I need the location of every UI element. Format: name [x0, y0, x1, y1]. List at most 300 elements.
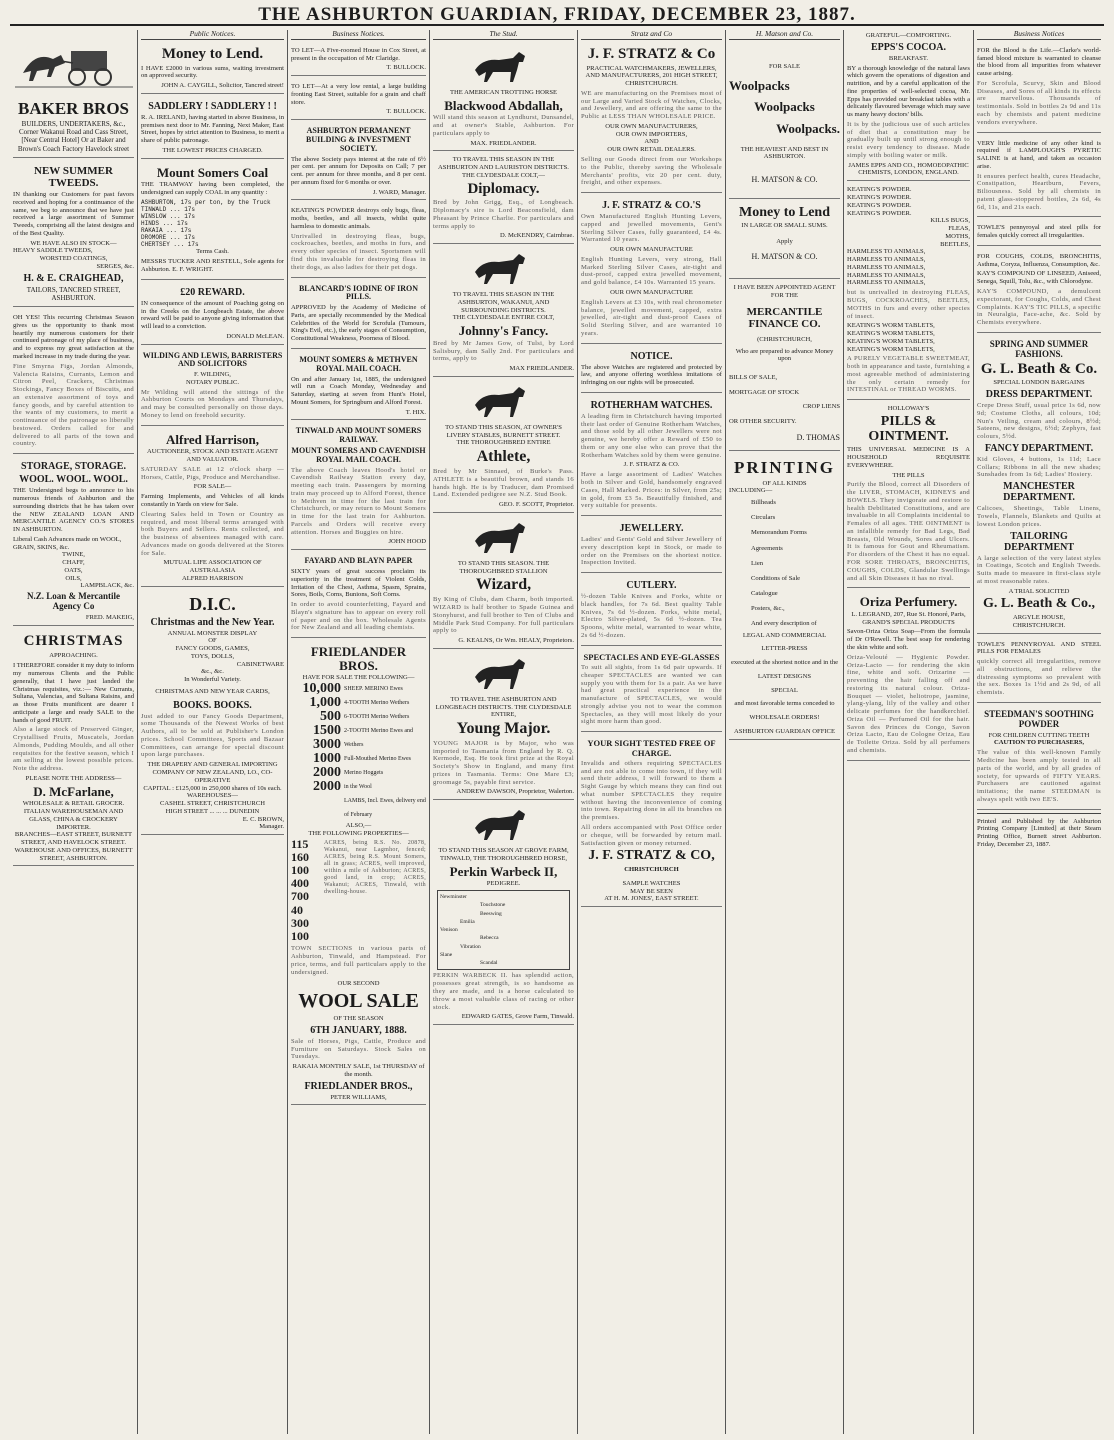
wizard-ad: TO STAND THIS SEASON. THE THOROUGHBRED STALLION Wizard, By King of Clubs, dam Charm, both imported. WIZARD is half brother to Spade Guinea and Stonyhurst, and full brother to Ten of Clubs and Middle Park Stud Company. For full particulars apply to G. KEALNS, Or Wm. HEALY, Proprietors.: [433, 516, 574, 649]
printing-item: Posters, &c.,: [751, 605, 785, 613]
johnny-prefix: THE CLYDESDALE ENTIRE COLT,: [452, 314, 555, 322]
to-let-by: T. BULLOCK.: [386, 64, 426, 72]
printing-item: Conditions of Sale: [751, 574, 801, 582]
harmless-line: HARMLESS TO ANIMALS,: [847, 271, 926, 279]
column-1: [10, 30, 138, 1434]
saddlery-body: R. A. IRELAND, having started in above Business, in premises next door to Mr. Fanning, Next Maker, East Street, hopes by strict attention to Business, to merit a share of public patronage.: [141, 113, 284, 145]
dic-capital: CAPITAL : £125,000 in 250,000 shares of 10s each.: [143, 784, 282, 792]
wool-item: CHAFF,: [62, 559, 85, 567]
sheep-desc: 6-TOOTH Merino Wethers: [344, 714, 410, 721]
harrison-subtitle: AUCTIONEER, STOCK AND ESTATE AGENT AND VALUATOR.: [146, 448, 279, 464]
money-lend-subtitle: IN LARGE OR SMALL SUMS.: [741, 222, 828, 230]
towles-pills-title: TOWLE'S PENNYROYAL AND STEEL PILLS FOR FEMALES: [977, 640, 1101, 656]
young-by: ANDREW DAWSON, Proprietor, Walerton.: [456, 788, 574, 796]
wool-sale-date: 6TH JANUARY, 1888.: [310, 1024, 407, 1036]
column-header: Stratz and Co: [581, 30, 722, 40]
mf-heading: OUR OWN MANUFACTURE: [610, 246, 693, 254]
kills-line: FLEAS,: [948, 225, 970, 233]
wilding-title: WILDING AND LEWIS, BARRISTERS AND SOLICITORS: [142, 350, 283, 369]
mail-coach-by: T. HIX.: [405, 408, 426, 416]
oh-yes-body: OH YES! This recurring Christmas Season gives us the opportunity to thank most heartily my numerous customers for their continued patronage of my place of business, and to express my great satisfaction at the marked increase in my trade during the year.: [13, 314, 134, 361]
printing-item: Billheads: [751, 499, 776, 507]
stratz-city: CHRISTCHURCH: [624, 865, 679, 873]
pedigree-name: Rebecca: [480, 935, 499, 942]
keating-line: KEATING'S POWDER.: [847, 209, 912, 217]
horse-illustration: [469, 252, 539, 288]
christmas-title: CHRISTMAS: [23, 632, 124, 649]
mercantile-item: OR OTHER SECURITY.: [729, 417, 797, 425]
dic-manager-title: Manager.: [259, 823, 284, 831]
harrison-for-sale: FOR SALE—: [193, 483, 232, 491]
pedigree-name: Touchstone: [480, 902, 506, 909]
dic-cards: CHRISTMAS AND NEW YEAR CARDS,: [155, 687, 270, 695]
dic-item: ANNUAL MONSTER DISPLAY: [167, 629, 258, 637]
stock-heading: WE HAVE ALSO IN STOCK—: [30, 239, 117, 247]
mf-line: AND: [644, 138, 659, 146]
perkin-heading: TO STAND THIS SEASON AT GROVE FARM, TINWALD, THE THOROUGHBRED HORSE,: [438, 847, 569, 863]
dic-item: TOYS, DOLLS,: [190, 652, 235, 660]
towles-ad: [977, 220, 1101, 246]
reward-by: DONALD McLEAN.: [226, 332, 284, 340]
holloway-ad: HOLLOWAY'S PILLS & OINTMENT. THIS UNIVERSAL MEDICINE IS A HOUSEHOLD REQUISITE EVERYWHERE. THE PILLS Purify the Blood, correct all Disorders of the LIVER, STOMACH, KIDNEYS and BOWELS. They invigorate and restore to health Debilitated Constitutions, and are invaluable in all Complaints incidental to Females of all ages. THE OINTMENT is an infallible remedy for Bad Legs, Bad Breasts, Old Wounds, Sores and Ulcers. It is famous for Gout and Rheumatism. For disorders of the Chest it has no equal. FOR SORE THROATS, BRONCHITIS, COUGHS, COLDS, Glandular Swellings and all Skin Diseases it has no rival.: [847, 403, 970, 588]
diplomacy-heading: TO TRAVEL THIS SEASON IN THE ASHBURTON AND LAURISTON DISTRICTS.: [438, 156, 569, 172]
worm-line: KEATING'S WORM TABLETS,: [847, 330, 935, 338]
dic-ad: D.I.C. Christmas and the New Year. ANNUAL MONSTER DISPLAY OF FANCY GOODS, GAMES, TOYS, DOLLS, CABINETWARE &c., &c. In Wonderful Variety. CHRISTMAS AND NEW YEAR CARDS, BOOKS. BOOKS. Just added to our Fancy Goods Department, some Thousands of the Newest Works of best Authors, all to be sold at Publisher's London prices. School Committees, Sports and Bazaar Committees, can arrange for special discount upon large purchases. THE DRAPERY AND GENERAL IMPORTING COMPANY OF NEW ZEALAND, LO., CO-OPERATIVE CAPITAL : £125,000 in 250,000 shares of 10s each. WAREHOUSES— CASHEL STREET, CHRISTCHURCH HIGH STREET ... ... ... DUNEDIN E. C. BROWN, Manager.: [141, 590, 284, 836]
keating-line: KEATING'S POWDER.: [847, 194, 912, 202]
oriza-ad: Oriza Perfumery. L. LEGRAND, 207, Rue St. Honoré, Paris, GRAND'S SPECIAL PRODUCTS Savon-Oriza Oriza Soap—From the formula of Dr O'Rewell. The best soap for rendering the skin white and soft. Oriza-Velouté — Hygienic Powder. Oriza-Lacto — for rendering the skin fine, white and soft. Orizarine — preventing the hair falling off and restoring its natural colour. Oriza-Bouquet — violet, heliotrope, jasmine, ylang-ylang, lily of the valley and other delicate perfumes for the handkerchief. Oriza Oil — Perfumed Oil for the hair. Savon des Princes du Congo, Savon Oriza Lacto, Eau de Cologne Oriza, Eau de Toilette Oriza. Sold by all perfumers and chemists.: [847, 591, 970, 760]
reward-title: £20 REWARD.: [180, 286, 245, 298]
stock-item: SERGES, &c.: [96, 262, 134, 270]
wool-item: OILS,: [65, 574, 82, 582]
money-by: JOHN A. CAYGILL, Solicitor, Tancred street!: [161, 82, 284, 90]
properties-heading: THE FOLLOWING PROPERTIES—: [308, 829, 409, 837]
sample-watches: SAMPLE WATCHES: [622, 879, 681, 887]
dic-item: CABINETWARE: [236, 660, 284, 668]
stratz-ad: J. F. STRATZ & Co PRACTICAL WATCHMAKERS, JEWELLERS, AND MANUFACTURERS, 201 HIGH STREET, CHRISTCHURCH. WE are manufacturing on the Premises most of our Large and Varied Stock of Watches, Clocks, and Jewellery, and are offering the same to the Public at LESS THAN WHOLESALE PRICE. OUR OWN MANUFACTURERS, OUR OWN IMPORTERS, AND OUR OWN RETAIL DEALERS. Selling our Goods direct from our Workshops to the Public, thereby saving the Wholesale Merchants' profits, viz 20 per cent. duty, freight, and other expenses.: [581, 43, 722, 193]
mcfarlane-line: WAREHOUSE AND OFFICES, BURNETT STREET, ASHBURTON.: [14, 846, 133, 862]
money-lend-ad: [729, 202, 840, 280]
tinwald-railway-ad: TINWALD AND MOUNT SOMERS RAILWAY. MOUNT SOMERS AND CAVENDISH ROYAL MAIL COACH. The above Coach leaves Hood's hotel or Cavendish Railway Station every day, meeting each train. Passengers by morning train may proceed up to Alford Forest, thence to Methven in time for the last train for Christchurch, or may return to Mount Somers in time for the last train for Ashburton. Parcels and Orders will receive every attention. Horses and Buggies on hire. JOHN HOOD: [291, 423, 426, 550]
towles-pills-ad: TOWLE'S PENNYROYAL AND STEEL PILLS FOR FEMALES quickly correct all irregularities, remove all obstructions, and relieve the distressing symptoms so prevalent with the sex. Boxes 1s 1½d and 2s 9d, of all chemists.: [977, 637, 1101, 703]
summer-tweeds-ad: [13, 161, 134, 307]
woolpacks-line: Woolpacks: [729, 77, 790, 93]
column-header: Business Notices: [977, 30, 1101, 40]
harmless-line: HARMLESS TO ANIMALS,: [847, 263, 926, 271]
saddlery-ad: [141, 97, 284, 159]
spring-title: SPRING AND SUMMER FASHIONS.: [989, 338, 1089, 359]
wizard-heading: TO STAND THIS SEASON. THE THOROUGHBRED STALLION: [457, 559, 550, 575]
mcfarlane-line: ITALIAN WAREHOUSEMAN AND GLASS, CHINA & CROCKERY IMPORTER.: [23, 808, 124, 831]
money-body: I HAVE £2000 in various sums, waiting investment on approved security.: [141, 64, 284, 80]
makeig-name: FRED. MAKEIG,: [85, 613, 134, 621]
coal-rate: RAKAIA ... 17s: [141, 227, 192, 235]
matson-name: H. MATSON & CO.: [751, 175, 818, 185]
printing-title: PRINTING: [733, 457, 835, 477]
craighead-name: H. & E. CRAIGHEAD,: [23, 272, 124, 284]
property-acres: 160: [291, 849, 309, 864]
diplomacy-title: Diplomacy.: [467, 180, 540, 197]
jones-address: AT H. M. JONES', EAST STREET.: [604, 895, 699, 903]
column-4: [430, 30, 578, 1434]
mf-heading: OUR OWN MANUFACTURE: [610, 288, 693, 296]
epps-ad: GRATEFUL—COMFORTING. EPPS'S COCOA. BREAKFAST. BY a thorough knowledge of the natural laws which govern the operations of digestion and nutrition, and by a careful application of the fine properties of well-selected cocoa, Mr. Epps has provided our breakfast tables with a delicately flavoured beverage which may save us many heavy doctors' bills. It is by the judicious use of such articles of diet that a constitution may be gradually built up until strong enough to resist every tendency to disease. Made simply with boiling water or milk. JAMES EPPS AND CO., HOMOEOPATHIC CHEMISTS, LONDON, ENGLAND.: [847, 30, 970, 181]
wool-title: WOOL. WOOL. WOOL.: [19, 474, 128, 486]
grateful-label: GRATEFUL—COMFORTING.: [865, 32, 952, 39]
holloway-prefix: HOLLOWAY'S: [887, 405, 930, 413]
woolpacks-line: Woolpacks: [754, 99, 815, 115]
fayard-body: SIXTY years of great success proclaim its superiority in the treatment of Violent Colds, Irritation of the Chest, Asthma, Spasm, Sprains, Sores, Boils, Corns, Bunions, Soft Corns.: [291, 568, 426, 599]
sheep-number: 10,000: [302, 681, 341, 697]
friedlander-title: FRIEDLANDER BROS.: [310, 644, 407, 673]
blackwood-title: Blackwood Abdallah,: [444, 97, 563, 113]
dic-christmas: Christmas and the New Year.: [150, 616, 275, 628]
pedigree-name: Vibration: [460, 943, 481, 950]
dic-warehouse-line: CASHEL STREET, CHRISTCHURCH: [160, 800, 265, 808]
approaching-label: APPROACHING.: [49, 652, 98, 660]
dic-item: In Wonderful Variety.: [184, 676, 241, 684]
oriza-body: Savon-Oriza Oriza Soap—From the formula of Dr O'Rewell. The best soap for rendering the skin white and soft.: [847, 628, 970, 652]
craighead-address: TAILORS, TANCRED STREET, ASHBURTON.: [26, 285, 121, 302]
printing-executed: executed at the shortest notice and in the: [730, 659, 839, 667]
printing-terms: and most favorable terms conceded to: [734, 700, 835, 708]
johnny-ad: TO TRAVEL THIS SEASON IN THE ASHBURTON, WAKANUI, AND SURROUNDING DISTRICTS. THE CLYDESDALE ENTIRE COLT, Johnny's Fancy. Bred by Mr James Gow, of Tulsi, by Lord Salisbury, dam Sally 2nd. For particulars and terms, apply to MAX FRIEDLANDER.: [433, 247, 574, 377]
column-7: [844, 30, 974, 1434]
kills-line: BEETLES,: [940, 240, 970, 248]
printing-letterpress: LETTER-PRESS: [761, 645, 808, 653]
horse-illustration: [469, 521, 539, 557]
rotherham-ad: ROTHERHAM WATCHES. A leading firm in Christchurch having imported their last order of Genuine Rotherham Watches, and those sold by all other Jewellers were not genuine, we hereby offer a Reward of £50 to them or any one else who can prove that the Rotherham Watches sold by them were genuine. J. F. STRATZ & CO. Have a large assortment of Ladies' Watches both in Silver and Gold, handsomely engraved Cases, Hall Marked. Prices: in Silver, from 25s; in gold, from £3 5s. Beautifully finished, and very suitable for presents.: [581, 396, 722, 516]
sheep-number: 1000: [313, 751, 341, 767]
diplomacy-by: D. McKENDRY, Cairnbrae.: [499, 232, 574, 240]
wizard-title: Wizard,: [475, 576, 532, 594]
mercantile-title: MERCANTILE FINANCE CO.: [746, 305, 823, 330]
athlete-ad: TO STAND THIS SEASON, AT OWNER'S LIVERY STABLES, BURNETT STREET. THE THOROUGHBRED ENTIRE Athlete, Bred by Mr Sinnaed, of Burke's Pass. ATHLETE is a beautiful brown, and stands 16 hands high. He is by Traducer, dam Promised Land. Extended pedigree see N.Z. Stud Book. GEO. F. SCOTT, Proprietor.: [433, 380, 574, 513]
reward-ad: [141, 283, 284, 345]
johnny-title: Johnny's Fancy.: [458, 323, 549, 339]
dic-company: THE DRAPERY AND GENERAL IMPORTING COMPANY OF NEW ZEALAND, LO., CO-OPERATIVE: [147, 761, 278, 784]
harmless-line: HARMLESS TO ANIMALS,: [847, 248, 926, 256]
money-title: Money to Lend.: [161, 45, 264, 62]
property-acres: 300: [291, 915, 309, 930]
mercantile-ad: [729, 282, 840, 451]
harmless-line: HARMLESS TO ANIMALS,: [847, 279, 926, 287]
holloway-subtitle: THIS UNIVERSAL MEDICINE IS A HOUSEHOLD REQUISITE EVERYWHERE.: [847, 446, 970, 469]
property-acres: 700: [291, 889, 309, 904]
caution-title: CAUTION TO PURCHASERS,: [993, 739, 1085, 747]
property-acres: 100: [291, 863, 309, 878]
coughs-ad: FOR COUGHS, COLDS, BRONCHITIS, Asthma, Coryza, Influenza, Consumption, &c. KAY'S COMPOUND OF LINSEED, Aniseed, Senega, Squill, Tolu, &c., with Chlorodyne. KAY'S COMPOUND, a demulcent expectorant, for Coughs, Colds, and Chest Complaints. KAY'S TIC PILLS, a specific in Neuralgia, Face-ache, &c. Sold by Chemists everywhere.: [977, 249, 1101, 333]
spectacles-ad: SPECTACLES AND EYE-GLASSES To suit all sights, from 1s 6d pair upwards. If cheaper SPECTACLES are wanted we can supply you with them for 1s a pair. As we have had great practical experience in the manufacture of SPECTACLES, we would strongly advise you not to wear the common Spectacles, as they will most likely do your sight more harm than good.: [581, 649, 722, 732]
mail-coach-title: MOUNT SOMERS & METHVEN ROYAL MAIL COACH.: [299, 354, 418, 373]
dic-warehouses: WAREHOUSES—: [187, 792, 238, 800]
young-heading: TO TRAVEL THE ASHBURTON AND LONGBEACH DISTRICTS. THE CLYDESDALE ENTIRE,: [435, 695, 572, 719]
beath-signoff: G. L. Beath & Co.,: [983, 596, 1095, 612]
printed-notice: Printed and Published by the Ashburton Printing Company [Limited] at their Steam Printing Office, Burnett street Ashburton. Friday, December 23, 1887.: [977, 817, 1101, 848]
athlete-heading: TO STAND THIS SEASON, AT OWNER'S LIVERY STABLES, BURNETT STREET.: [445, 423, 562, 439]
column-header: H. Matson and Co.: [729, 30, 840, 40]
dic-item: FANCY GOODS, GAMES,: [175, 645, 250, 653]
pills-label: THE PILLS: [892, 471, 925, 479]
mercantile-advance: Who are prepared to advance Money upon: [735, 347, 834, 363]
mf-line: OUR OWN MANUFACTURERS,: [605, 122, 698, 130]
to-let-body: TO LET—At a very low rental, a large building fronting East Street, suitable for a grain and chaff store.: [291, 83, 426, 106]
friedlander-ad: FRIEDLANDER BROS. HAVE FOR SALE THE FOLLOWING— 10,000 1,000 500 1500 3000 1000 2000 2000 SHEEP. MERINO Ewes 4-TOOTH Merino Wethers 6-TOOTH Merino Wethers 2-TOOTH Merino Ewes and Wethers Full-Mouthed Merino Ewes Merino Hoggets in the Wool LAMBS, Incl. Ewes, delivery end of February ALSO,— THE FOLLOWING PROPERTIES— 115 160 100 400 700 40 300 100 ACRES, being R.S. No. 20878, Wakanui, near Lagmhor, fenced; ACRES, being R.S. Mount Somers, all in grass; ACRES, well improved, within a mile of Ashburton; ACRES, good land, in crop; ACRES, Wakanui; ACRES, Tinwald, with dwelling-house. TOWN SECTIONS in various parts of Ashburton, Tinwald, and Hampstead. For price, terms, and full particulars apply to the undersigned. OUR SECOND WOOL SALE OF THE SEASON 6TH JANUARY, 1888. Sale of Horses, Pigs, Cattle, Produce and Furniture on Saturdays. Stock Sales on Tuesdays. RAKAIA MONTHLY SALE, 1st THURSDAY of the month. FRIEDLANDER BROS., PETER WILLIAMS,: [291, 641, 426, 1105]
column-2: [138, 30, 288, 1434]
steedman-subtitle: FOR CHILDREN CUTTING TEETH: [988, 731, 1090, 739]
harrison-name: Alfred Harrison,: [166, 431, 259, 447]
pyretic-ad: VERY little medicine of any other kind is required if LAMPLOUGH'S PYRETIC SALINE is at hand, and taken as occasion arise. It ensures perfect health, cures Headache, Constipation, Heartburn, Fevers, Biliousness. Sold by all chemists in patent glass-stoppered bottles, 2s 6d, 4s 6d, 11s, and 21s each.: [977, 136, 1101, 218]
sheep-desc: Full-Mouthed Merino Ewes: [344, 756, 411, 763]
coal-rate: TINWALD ... 17s: [141, 205, 196, 213]
athlete-prefix: THE THOROUGHBRED ENTIRE: [456, 439, 551, 447]
printing-legal: LEGAL AND COMMERCIAL: [742, 631, 827, 639]
trial-solicited: A TRIAL SOLICITED: [1008, 587, 1070, 595]
summer-tweeds-body: IN thanking our Customers for past favors received and hoping for a continuance of the same, we beg to announce that we have just received a large assortment of Summer Tweeds, comprising all the latest designs and of the Best Quality.: [13, 191, 134, 237]
worm-line: KEATING'S WORM TABLETS,: [847, 345, 935, 353]
column-5: [578, 30, 726, 1434]
storage-ad: [13, 457, 134, 626]
kills-line: MOTHS,: [945, 232, 970, 240]
horse-illustration: [469, 808, 539, 844]
keating-ad: KEATING'S POWDER destroys only bugs, fleas, moths, beetles, and all insects, whilst quite harmless to domestic animals. Unrivalled in destroying fleas, bugs, cockroaches, beetles, and moths in furs, and every other species of insect. Sportsmen will find this invaluable for destroying fleas in their dogs, as also ladies for their pet dogs.: [291, 203, 426, 277]
dic-item: OF: [208, 637, 217, 645]
breakfast-label: BREAKFAST.: [888, 54, 929, 62]
column-3: [288, 30, 430, 1434]
fancy-dept: FANCY DEPARTMENT.: [984, 442, 1094, 454]
sheep-desc: 2-TOOTH Merino Ewes and Wethers: [344, 728, 414, 749]
harrison-ad: Alfred Harrison, AUCTIONEER, STOCK AND ESTATE AGENT AND VALUATOR. SATURDAY SALE at 12 o'clock sharp —Horses, Cattle, Pigs, Produce and Merchandise. FOR SALE— Farming Implements, and Vehicles of all kinds constantly in Yards on view for Sale. Clearing Sales held in Town or Country as required, and most liberal terms arranged with both Buyers and Sellers. Rents collected, and the business of absentees managed with care. Advances made on goods delivered at the Stores for Sale. MUTUAL LIFE ASSOCIATION OF AUSTRALASIA ALFRED HARRISON: [141, 429, 284, 587]
sheep-number: 2000: [313, 765, 341, 781]
masthead: THE ASHBURTON GUARDIAN, FRIDAY, DECEMBER 23, 1887.: [10, 4, 1104, 26]
sheep-number: 1500: [313, 723, 341, 739]
printing-wholesale: WHOLESALE ORDERS!: [749, 714, 820, 722]
coal-rate: WINSLOW ... 17s: [141, 213, 196, 221]
column-header: Business Notices.: [291, 30, 426, 40]
reward-body: IN consequence of the amount of Poaching going on in the Creeks on the Longbeach Estate, the above reward will be paid to anyone giving information that will lead to a conviction.: [141, 299, 284, 331]
kays-body: KAY'S COMPOUND OF LINSEED, Aniseed, Senega, Squill, Tolu, &c., with Chlorodyne.: [977, 270, 1101, 286]
blackwood-ad: THE AMERICAN TROTTING HORSE Blackwood Abdallah, Will stand this season at Lyndhurst, Dunsandel, and at owner's Stable, Ashburton. For particulars apply to MAX. FRIEDLANDER.: [433, 43, 574, 151]
peter-williams: PETER WILLIAMS,: [330, 1093, 387, 1101]
stratz-subtitle: PRACTICAL WATCHMAKERS, JEWELLERS, AND MANUFACTURERS, 201 HIGH STREET, CHRISTCHURCH.: [585, 64, 718, 88]
dic-warehouse-line: HIGH STREET ... ... ... DUNEDIN: [165, 807, 260, 815]
cutlery-title: CUTLERY.: [626, 580, 677, 592]
mercantile-item: MORTGAGE OF STOCK: [729, 388, 800, 396]
pedigree-name: Venison: [440, 927, 458, 934]
athlete-title: Athlete,: [476, 448, 531, 466]
blancard-body: APPROVED by the Academy of Medicine of Paris, are specially recommended by the Medical Celebrities of the World for Scrofula (Tumours, King's Evil, etc.), the early stages of Consumption, Constitutional Weakness, Poorness of Blood.: [291, 304, 426, 343]
printing-office: ASHBURTON GUARDIAN OFFICE: [734, 727, 835, 735]
friedlander-signoff: FRIEDLANDER BROS.,: [304, 1080, 413, 1092]
pedigree-name: Newminster: [440, 894, 467, 901]
pedigree-label: PEDIGREE.: [486, 880, 521, 888]
harrison-agent: MUTUAL LIFE ASSOCIATION OF AUSTRALASIA: [163, 559, 262, 575]
sheep-number: 3000: [313, 737, 341, 753]
society-by: J. WARD, Manager.: [372, 188, 426, 196]
dic-books: BOOKS. BOOKS.: [173, 699, 252, 711]
woolpacks-ad: [729, 43, 840, 199]
harmless-line: HARMLESS TO ANIMALS,: [847, 256, 926, 264]
blancard-ad: [291, 281, 426, 349]
blackwood-by: MAX. FRIEDLANDER.: [470, 139, 537, 147]
coal-rate: HINDS ... 17s: [141, 220, 188, 228]
wool-body: THE Undersigned begs to announce to his numerous friends of Ashburton and the surrounding districts that he has taken over the NEW ZEALAND LOAN AND MERCANTILE AGENCY CO.'S STORES IN ASHBURTON.: [13, 487, 134, 534]
newspaper-page: [10, 30, 1104, 1434]
summer-tweeds-title: NEW SUMMER TWEEDS.: [34, 164, 113, 189]
johnny-by: MAX FRIEDLANDER.: [509, 365, 574, 373]
printing-item: Lien: [751, 559, 764, 567]
printing-including: INCLUDING—: [729, 487, 773, 495]
agent-name: N.Z. Loan & Mercantile Agency Co: [26, 591, 121, 612]
wool-item: OATS,: [64, 566, 83, 574]
tailoring-dept: TAILORING DEPARTMENT: [1003, 530, 1075, 553]
wool-sale-subtitle: OF THE SEASON: [333, 1015, 384, 1023]
dic-item: &c., &c.: [201, 668, 224, 676]
epps-title: EPPS'S COCOA.: [870, 41, 946, 53]
christmas-ad: CHRISTMAS APPROACHING. I THEREFORE consider it my duty to inform my numerous Clients and the Public generally, that I have just landed the Christmas requisites, viz.:— New Currants, Sultana, Valencias, and Sultana Raisins, and as those Fruits munificent are dearer I anticipate a large and ready SALE to the hands of good FRUIT. Also a large stock of Preserved Ginger, Crystallised Fruits, Muscatels, Jordan Almonds, Pudding Moulds, and all other requisites for the festive season, which I am selling at the lowest possible prices. Note the address. PLEASE NOTE THE ADDRESS— D. McFarlane, WHOLESALE & RETAIL GROCER. ITALIAN WAREHOUSEMAN AND GLASS, CHINA & CROCKERY IMPORTER. BRANCHES—EAST STREET, BURNETT STREET, AND HAVELOCK STREET. WAREHOUSE AND OFFICES, BURNETT STREET, ASHBURTON.: [13, 629, 134, 867]
sheep-desc: LAMBS, Incl. Ewes, delivery end of February: [344, 798, 426, 819]
mercantile-city: (CHRISTCHURCH,: [757, 335, 812, 343]
to-let-ad: [291, 43, 426, 76]
harrison-by: ALFRED HARRISON: [182, 574, 243, 582]
sight-ad: YOUR SIGHT TESTED FREE OF CHARGE. Invalids and others requiring SPECTACLES and are not able to come into town, if they will send their address, I will forward to them a Sight Gauge by which means they can find out what number SPECTACLES they require without having the inconvenience of coming into town. Repairing done in all its branches on the premises. All orders accompanied with Post Office order or cheque, will be forwarded by return mail. Satisfaction given or money returned. J. F. STRATZ & CO, CHRISTCHURCH SAMPLE WATCHES MAY BE SEEN AT H. M. JONES', EAST STREET.: [581, 735, 722, 907]
cutlery-ad: CUTLERY. ½-dozen Table Knives and Forks, white or black handles, for 7s 6d. Best quality Table Knives, 7s 6d ½-dozen. Forks, white metal, Electro Silver-plated, 5s 6d ½-dozen. Tea Spoons, white metal, warranted to wear white, 2s 6d ½-dozen.: [581, 576, 722, 646]
dic-manager: E. C. BROWN,: [242, 815, 284, 823]
harrison-body: Farming Implements, and Vehicles of all kinds constantly in Yards on view for Sale.: [141, 493, 284, 508]
printing-item: Circulars: [751, 514, 776, 522]
keating-line: KEATING'S POWDER.: [847, 186, 912, 194]
money-ad: [141, 43, 284, 94]
stratz-final: J. F. STRATZ & CO,: [588, 848, 715, 864]
cavendish-title: MOUNT SOMERS AND CAVENDISH ROYAL MAIL COACH.: [291, 445, 426, 464]
mcfarlane-line: BRANCHES—EAST STREET, BURNETT STREET, AND HAVELOCK STREET.: [14, 831, 133, 847]
mail-coach-body: On and after January 1st, 1885, the undersigned will run a Coach Monday, Wednesday and Saturday, starting at seven from Hunt's Hotel, Mount Somers, for Springburn and Alford Forest.: [291, 375, 426, 406]
stratz-watches-title: J. F. STRATZ & CO.'S: [602, 200, 701, 212]
baker-bros-subtitle: BUILDERS, UNDERTAKERS, &c., Corner Wakanui Road and Cass Street, [Near Central Hotel] Or at Baker and Brown's Coach Factory Havelock street: [17, 119, 130, 153]
keating-line: KEATING'S POWDER.: [847, 201, 912, 209]
blood-mixture-ad: FOR the Blood is the Life.—Clarke's world-famed blood mixture is warranted to cleanse the blood from all impurities from whatever cause arising. For Scrofula, Scurvy, Skin and Blood Diseases, and Sores of all kinds its effects are marvellous. Thousands of testimonials. Sold in bottles 2s 9d and 11s each by chemists and patent medicine vendors everywhere.: [977, 43, 1101, 133]
coal-rate: ASHBURTON, 17s per ton, by the Truck: [141, 198, 271, 206]
coughs-body: FOR COUGHS, COLDS, BRONCHITIS, Asthma, Coryza, Influenza, Consumption, &c.: [977, 252, 1101, 268]
mail-coach-ad: [291, 352, 426, 420]
christmas-body: I THEREFORE consider it my duty to inform my numerous Clients and the Public generally, that I have just landed the Christmas requisites, viz.:— New Currants, Sultana, Valencias, and Sultana Raisins, and as those Fruits munificent are dearer I anticipate a large and ready SALE to the hands of good FRUIT.: [13, 662, 134, 724]
diplomacy-prefix: THE CLYDESDALE COLT,—: [461, 171, 546, 179]
baker-bros-title: BAKER BROS: [18, 99, 129, 118]
for-sale-label: FOR SALE: [769, 62, 800, 70]
horse-illustration: [469, 385, 539, 421]
storage-title: STORAGE, STORAGE.: [21, 461, 126, 473]
blancard-title: BLANCARD'S IODINE OF IRON PILLS.: [298, 283, 419, 302]
sheep-number: 2000: [313, 779, 341, 795]
cavendish-by: JOHN HOOD: [388, 538, 426, 546]
spectacles-title: SPECTACLES AND EYE-GLASSES: [583, 651, 720, 662]
beath-house: ARGYLE HOUSE,: [1012, 614, 1066, 622]
column-header: Public Notices.: [141, 30, 284, 40]
printing-item: Catalogue: [751, 590, 778, 598]
stratz-signoff: J. F. STRATZ & CO.: [623, 461, 680, 469]
sheep-desc: SHEEP. MERINO Ewes: [344, 686, 403, 693]
mercantile-signoff: D. THOMAS: [796, 433, 840, 443]
property-acres: 40: [291, 902, 303, 917]
oriza-title: Oriza Perfumery.: [859, 594, 958, 610]
worm-line: KEATING'S WORM TABLETS,: [847, 322, 935, 330]
mf-line: OUR OWN IMPORTERS,: [615, 130, 688, 138]
steedman-title: STEEDMAN'S SOOTHING POWDER: [984, 708, 1094, 729]
to-let-body: TO LET—A Five-roomed House in Cox Street, at present in the occupation of Mr Claridge.: [291, 46, 426, 62]
oh-yes-ad: OH YES! This recurring Christmas Season gives us the opportunity to thank most heartily my numerous customers for their continued patronage of my place of business, and to express my great satisfaction at the marked increase in my trade during the year. Fine Smyrna Figs, Jordan Almonds, Valencia Raisins, Currants, Lemon and Citron Peel, Crackers, Christmas Stockings, Fancy Boxes of Biscuits, and an extensive assortment of toys and fancy goods, and by careful attention to the wants of my customers, to merit a continuance of the patronage so liberally bestowed. Orders called for and delivered to all parts of the town and country.: [13, 310, 134, 454]
rakaia-sale: RAKAIA MONTHLY SALE, 1st THURSDAY of the month.: [292, 1063, 425, 1078]
lowest-prices: THE LOWEST PRICES CHARGED.: [162, 146, 263, 154]
fayard-title: FAYARD AND BLAYN PAPER: [304, 556, 413, 566]
pedigree-name: Slane: [440, 951, 453, 958]
manchester-dept: MANCHESTER DEPARTMENT.: [1003, 481, 1075, 504]
notice-body: The above Watches are registered and protected by law, and anyone offering worthless imitations of infringing on our rights will be prosecuted.: [581, 363, 722, 387]
worm-line: KEATING'S WORM TABLETS,: [847, 337, 935, 345]
blackwood-prefix: THE AMERICAN TROTTING HORSE: [449, 88, 558, 96]
society-body: The above Society pays interest at the rate of 6½ per cent. per annum for Deposits on Call; 7 per cent. per annum for three months, and 8 per cent. per annum fixed for 6 months or over.: [291, 155, 426, 186]
pedigree-name: Emilia: [460, 918, 475, 925]
stock-item: WORSTED COATINGS,: [39, 255, 108, 263]
fayard-ad: FAYARD AND BLAYN PAPER SIXTY years of great success proclaim its superiority in the treatment of Violent Colds, Irritation of the Chest, Asthma, Spasm, Sprains, Sores, Boils, Corns, Bunions, Soft Corns. In order to avoid counterfeiting, Fayard and Blayn's signature has to appear on every roll of paper and on the box. Wholesale Agents for New Zealand and all leading chemists.: [291, 553, 426, 638]
wilding-notary: NOTARY PUBLIC.: [185, 378, 240, 386]
coal-by: MESSRS TUCKER AND RESTELL, Sole agents for Ashburton. E. F. WRIGHT.: [141, 258, 284, 273]
coal-rate: CHERTSEY ... 17s: [141, 241, 199, 249]
printing-item: Agreements: [751, 544, 783, 552]
dic-title: D.I.C.: [189, 593, 236, 614]
stratz-watches-ad: J. F. STRATZ & CO.'S Own Manufactured English Hunting Levers, capped and jewelled movements, Gent's Sterling Silver Cases, fully guaranteed, £4 4s. Warranted 10 years. OUR OWN MANUFACTURE English Hunting Levers, very strong, Hall Marked Sterling Silver Cases, air-tight and dust-proof, capped extra jewelled movement, and gold balance, £4 10s. Warranted 15 years. OUR OWN MANUFACTURE English Levers at £3 10s, with real chronometer balance, jewelled movement, capped, extra jewelled, air-tight and dust-proof Cases of Solid Sterling Silver, and are warranted 10 years.: [581, 196, 722, 343]
wool-item: Liberal Cash Advances made on WOOL,: [13, 535, 122, 543]
epps-by: JAMES EPPS AND CO., HOMOEOPATHIC CHEMISTS, LONDON, ENGLAND.: [848, 161, 969, 177]
wilding-ad: WILDING AND LEWIS, BARRISTERS AND SOLICITORS F. WILDING, NOTARY PUBLIC. Mr Wilding will attend the sittings of the Ashburton Courts on Mondays and Thursdays, and may be consulted personally on those days. Money to lend on freehold security.: [141, 348, 284, 426]
column-8: [974, 30, 1104, 1434]
money-lend-title: Money to Lend: [739, 204, 830, 220]
property-acres: 100: [291, 929, 309, 944]
epps-body: BY a thorough knowledge of the natural laws which govern the operations of digestion and nutrition, and by a careful application of the fine properties of well-selected cocoa, Mr. Epps has provided our breakfast tables with a delicately flavoured beverage which may save us many heavy doctors' bills.: [847, 64, 970, 119]
notice-title: NOTICE.: [630, 350, 673, 362]
beath-ad: SPRING AND SUMMER FASHIONS. G. L. Beath & Co. SPECIAL LONDON BARGAINS DRESS DEPARTMENT. Crepe Dress Stuff, usual price 1s 6d, now 9d; Costume Cloths, all colours, 10d; Nun's Veiling, cream and colours, 8½d; Sateens, new designs, 6½d; Zephyrs, fast colours, 5½d. FANCY DEPARTMENT. Kid Gloves, 4 buttons, 1s 11d; Lace Collars; Ribbons in all the new shades; Sunshades from 1s 6d; Ladies' Hosiery. MANCHESTER DEPARTMENT. Calicoes, Sheetings, Table Linens, Towels, Flannels, Blankets and Quilts at lowest London prices. TAILORING DEPARTMENT A large selection of the very latest styles in Coatings, Scotch and English Tweeds. Suits made to measure in first-class style at most reasonable rates. A TRIAL SOLICITED G. L. Beath & Co., ARGYLE HOUSE, CHRISTCHURCH.: [977, 336, 1101, 634]
coal-terms: Terms Cash.: [196, 248, 229, 256]
mf-line: OUR OWN RETAIL DEALERS.: [607, 146, 696, 154]
printing-latest: LATEST DESIGNS: [757, 672, 812, 680]
horse-illustration: [469, 48, 539, 86]
please-note: PLEASE NOTE THE ADDRESS—: [25, 774, 122, 782]
towles-body: TOWLE'S pennyroyal and steel pills for females quickly correct all irregularities.: [977, 224, 1101, 240]
printing-ad: [729, 454, 840, 740]
society-title: ASHBURTON PERMANENT BUILDING & INVESTMENT SOCIETY.: [306, 126, 411, 153]
coal-rate: DROMORE ... 17s: [141, 234, 196, 242]
steedman-ad: STEEDMAN'S SOOTHING POWDER FOR CHILDREN CUTTING TEETH CAUTION TO PURCHASERS, The value of this well-known Family Medicine has been amply tested in all parts of the world, and by all grades of society, for upwards of FIFTY YEARS. Purchasers are cautioned against imitations; the name STEEDMAN is always spelt with two EE'S.: [977, 706, 1101, 810]
young-major-ad: TO TRAVEL THE ASHBURTON AND LONGBEACH DISTRICTS. THE CLYDESDALE ENTIRE, Young Major. YOUNG MAJOR is by Major, who was imported to Tasmania from England by R. Q. Kermode, Esq. He took first prize at the Royal Society's Show in England, and many first prizes in Tasmania. Terms: One Mare £3; groomage 5s, payable first service. ANDREW DAWSON, Proprietor, Walerton.: [433, 652, 574, 800]
property-acres: 115: [291, 836, 309, 851]
heaviest-label: THE HEAVIEST AND BEST IN ASHBURTON.: [740, 145, 829, 161]
matson-name: H. MATSON & CO.: [751, 251, 818, 261]
to-let-by: T. BULLOCK.: [386, 108, 426, 116]
column-6: [726, 30, 844, 1434]
mercantile-item: CROP LIENS: [802, 403, 840, 411]
wool-item: GRAIN, SKINS, &c.: [13, 543, 70, 551]
money-apply: Apply: [776, 237, 793, 245]
oriza-subtitle: L. LEGRAND, 207, Rue St. Honoré, Paris, GRAND'S SPECIAL PRODUCTS: [851, 610, 966, 626]
blood-body: FOR the Blood is the Life.—Clarke's world-famed blood mixture is warranted to cleanse the blood from all impurities from whatever cause arising.: [977, 46, 1101, 78]
perkin-ad: TO STAND THIS SEASON AT GROVE FARM, TINWALD, THE THOROUGHBRED HORSE, Perkin Warbeck II, PEDIGREE. Newminster Touchstone Beeswing Emilia Venison Rebecca Vibration Slane Scandal PERKIN WARBECK II. has splendid action, possesses great strength, is so handsome as they are made, and is a horse calculated to throw a most valuable class of racing or other stock. EDWARD GATES, Grove Farm, Tinwald.: [433, 803, 574, 1025]
mercantile-item: BILLS OF SALE,: [729, 374, 778, 382]
special-bargains: SPECIAL LONDON BARGAINS: [993, 379, 1085, 387]
athlete-by: GEO. F. SCOTT, Proprietor.: [499, 501, 574, 509]
coal-body: THE TRAMWAY having been completed, the undersigned can supply COAL in any quantity :: [141, 181, 284, 197]
may-be-seen: MAY BE SEEN: [630, 887, 673, 895]
printing-item: Memorandum Forms: [751, 529, 807, 537]
pedigree-name: Beeswing: [480, 910, 502, 917]
stock-item: HEAVY SADDLE TWEEDS,: [13, 247, 93, 255]
